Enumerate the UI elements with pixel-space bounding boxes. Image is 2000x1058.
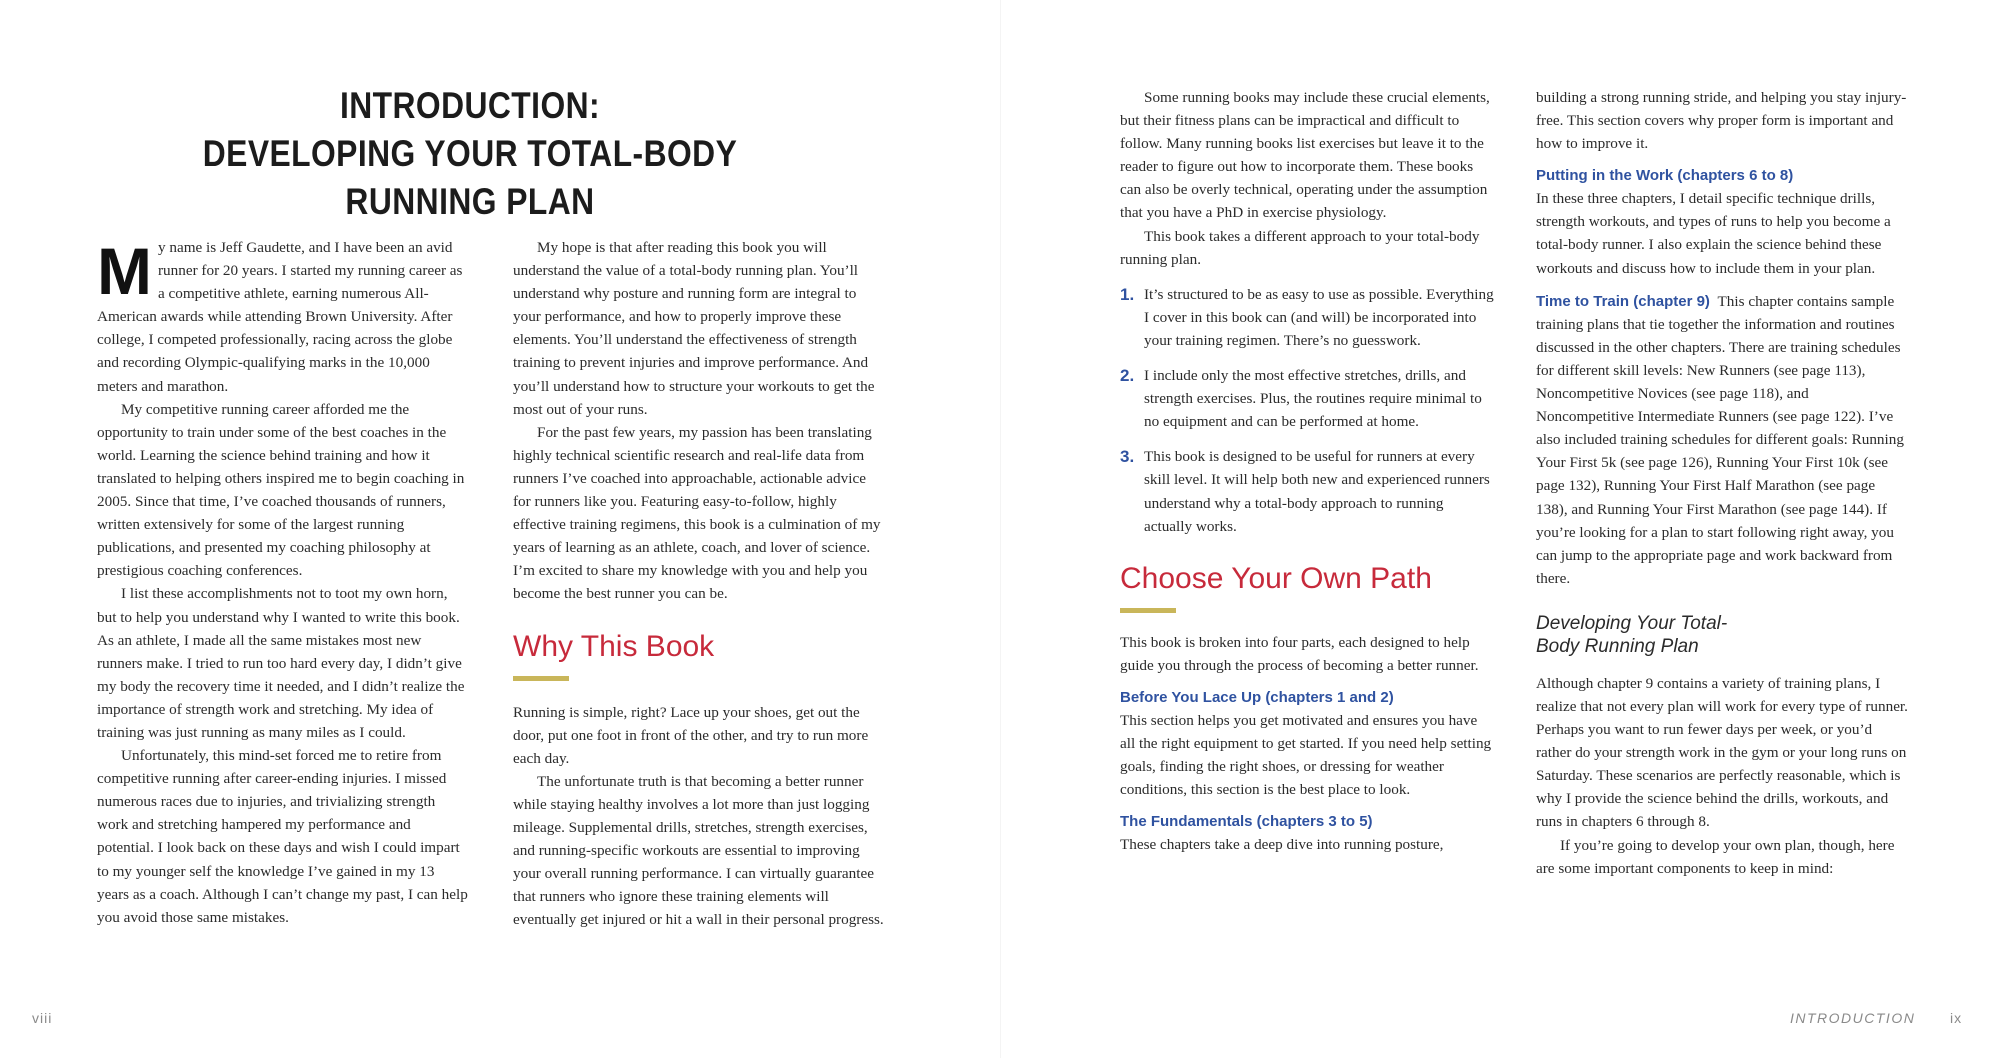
list-item <box>1120 364 1494 433</box>
paragraph: These chapters take a deep dive into running posture, <box>1120 836 1444 854</box>
paragraph: For the past few years, my passion has been translating highly technical scientific research and real-life data from runners I’ve coached into approachable, actionable advice for runners like you. Featuring easy-to-follow, highly effective training regimens, this book is a culmination of my years of learning as an athlete, coach, and lover of science. I’m excited to share my knowledge with you and help you become the best runner you can be. <box>513 423 881 603</box>
list-number: 2. <box>1120 366 1135 386</box>
section-heading: Why This Book <box>513 629 715 663</box>
paragraph: My competitive running career afforded me the opportunity to train under some of the best coaches in the world. Learning the science behind training and how it translated to helping others inspired me to begin coaching in 2005. Since that time, I’ve coached thousands of runners, written extensively for some of the largest running publications, and presented my coaching philosophy at prestigious coaching conferences. <box>97 400 465 580</box>
italic-subheading-line-2: Body Running Plan <box>1536 635 1699 657</box>
left-column-1 <box>97 236 469 929</box>
paragraph: The unfortunate truth is that becoming a better runner while staying healthy involves a lot more than just logging mileage. Supplemental drills, stretches, strength exercises, and running-specific workouts are essential to improving your overall running performance. I can virtually guarantee that runners who ignore these training elements will eventually get injured or hit a wall in their personal progress. <box>513 772 884 929</box>
drop-cap: M <box>97 234 152 308</box>
italic-subheading <box>1536 612 1910 658</box>
title-line-1: INTRODUCTION: <box>339 85 601 126</box>
section-heading: Choose Your Own Path <box>1120 561 1432 595</box>
italic-subheading-line-1: Developing Your Total- <box>1536 612 1728 634</box>
running-head: INTRODUCTION <box>1790 1010 1916 1026</box>
subheading: Putting in the Work (chapters 6 to 8) <box>1536 167 1794 185</box>
list-number: 1. <box>1120 284 1135 304</box>
list-item <box>1120 283 1494 352</box>
paragraph: This book is broken into four parts, each designed to help guide you through the process of becoming a better runner. <box>1120 633 1479 674</box>
paragraph: I list these accomplishments not to toot my own horn, but to help you understand why I wanted to write this book. As an athlete, I made all the same mistakes most new runners make. I tried to run too hard every day, I didn’t give my body the recovery time it needed, and I didn’t realize the importance of strength work and stretching. My idea of training was just running as many miles as I could. <box>97 585 465 741</box>
paragraph: This section helps you get motivated and ensures you have all the right equipment to get started. If you need help setting goals, finding the right shoes, or dressing for weather conditions, this section is the best place to look. <box>1120 711 1492 799</box>
left-column-2 <box>513 236 885 931</box>
paragraph: y name is Jeff Gaudette, and I have been an avid runner for 20 years. I started my running career as a competitive athlete, earning numerous All-American awards while attending Brown University. After college, I competed professionally, racing across the globe and recording Olympic-qualifying marks in the 10,000 meters and marathon. <box>97 239 463 395</box>
right-column-1 <box>1120 86 1494 856</box>
page-title <box>195 82 745 226</box>
paragraph: My hope is that after reading this book you will understand the value of a total-body running plan. You’ll understand why posture and running form are integral to your performance, and how to properly improve these elements. You’ll understand the effectiveness of strength training to prevent injuries and improve performance. And you’ll understand how to structure your workouts to get the most out of your runs. <box>513 239 875 418</box>
subheading: Before You Lace Up (chapters 1 and 2) <box>1120 688 1394 706</box>
paragraph-text: This chapter contains sample training plans that tie together the information and routines discussed in the other chapters. There are training schedules for different skill levels: New Runners (see page 113), Noncompetitive Novices (see page 118), and Noncompetitive Intermediate Runners (see page 122). I’ve also included training schedules for different goals: Running Your First 5k (see page 126), Running Your First 10k (see page 132), Running Your First Half Marathon (see page 138), and Running Your First Marathon (see page 144). If you’re looking for a plan to start following right away, you can jump to the appropriate page and work backward from there. <box>1536 292 1904 587</box>
paragraph: This book takes a different approach to your total-body running plan. <box>1120 227 1480 268</box>
paragraph: Although chapter 9 contains a variety of training plans, I realize that not every plan will work for every type of runner. Perhaps you want to run fewer days per week, or you’d rather do your strength work in the gym or your long runs on Saturday. These scenarios are perfectly reasonable, which is why I provide the science behind the drills, workouts, and runs in chapters 6 through 8. <box>1536 674 1908 831</box>
page-number-right: ix <box>1950 1010 1963 1026</box>
list-item-text: This book is designed to be useful for runners at every skill level. It will help both new and experienced runners understand why a total-body approach to running actually works. <box>1144 448 1490 535</box>
list-item-text: It’s structured to be as easy to use as possible. Everything I cover in this book can (and will) be incorporated into your training regimen. There’s no guesswork. <box>1144 285 1494 349</box>
paragraph: building a strong running stride, and helping you stay injury-free. This section covers why proper form is important and how to improve it. <box>1536 89 1907 153</box>
right-column-2 <box>1536 86 1910 880</box>
numbered-list <box>1120 283 1494 538</box>
inline-subheading: Time to Train (chapter 9) <box>1536 292 1710 310</box>
subheading: The Fundamentals (chapters 3 to 5) <box>1120 813 1373 831</box>
paragraph: Unfortunately, this mind-set forced me to retire from competitive running after career-ending injuries. I missed numerous races due to injuries, and trivializing strength work and stretching hampered my performance and potential. I look back on these days and wish I could impart to my younger self the knowledge I’ve gained in my 13 years as a coach. Although I can’t change my past, I can help you avoid those same mistakes. <box>97 747 468 926</box>
paragraph: In these three chapters, I detail specific technique drills, strength workouts, and types of runs to help you become a total-body runner. I also explain the science behind these workouts and discuss how to include them in your plan. <box>1536 190 1891 277</box>
spine-divider <box>1000 0 1001 1058</box>
heading-rule <box>513 676 569 681</box>
title-line-2: DEVELOPING YOUR TOTAL-BODY RUNNING PLAN <box>202 133 738 222</box>
paragraph: Some running books may include these crucial elements, but their fitness plans can be impractical and difficult to follow. Many running books list exercises but leave it to the reader to figure out how to incorporate them. These books can also be overly technical, operating under the assumption that you have a PhD in exercise physiology. <box>1120 89 1490 222</box>
page-number-left: viii <box>32 1010 53 1026</box>
section-why-this-book <box>513 628 885 681</box>
list-number: 3. <box>1120 447 1135 467</box>
paragraph <box>1536 290 1910 590</box>
heading-rule <box>1120 608 1176 613</box>
list-item-text: I include only the most effective stretches, drills, and strength exercises. Plus, the routines require minimal to no equipment and can be performed at home. <box>1144 367 1482 431</box>
paragraph: Running is simple, right? Lace up your shoes, get out the door, put one foot in front of the other, and try to run more each day. <box>513 703 869 767</box>
list-item <box>1120 445 1494 537</box>
section-choose-your-own-path <box>1120 560 1494 613</box>
paragraph: If you’re going to develop your own plan, though, here are some important components to keep in mind: <box>1536 836 1895 877</box>
